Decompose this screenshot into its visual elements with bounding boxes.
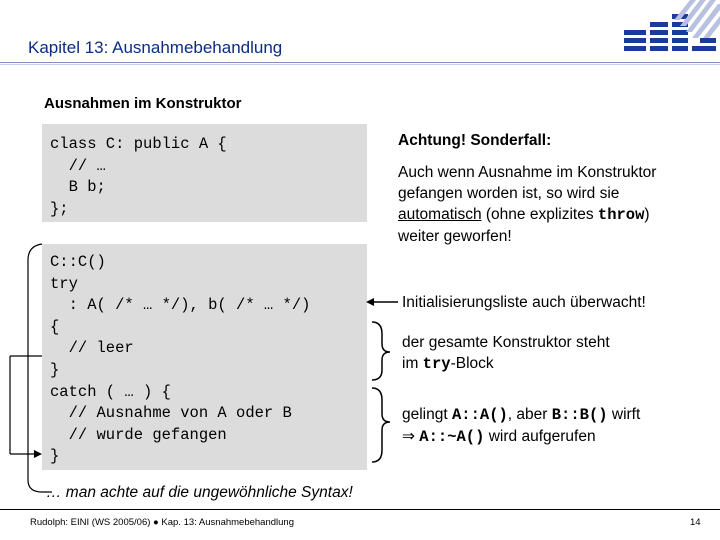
syntax-note: … man achte auf die ungewöhnliche Syntax!	[46, 484, 353, 501]
catch-brace	[372, 388, 390, 462]
warning-line-4: weiter geworfen!	[398, 228, 512, 245]
catch-note-line-1: gelingt A::A(), aber B::B() wirft	[402, 406, 641, 424]
warning-line-2: gefangen worden ist, so wird sie	[398, 185, 620, 202]
class-code: class C: public A { // … B b; };	[50, 135, 227, 218]
section-heading: Ausnahmen im Konstruktor	[44, 95, 242, 112]
page-number: 14	[690, 517, 701, 528]
try-brace	[372, 322, 390, 380]
try-note-line-2: im try-Block	[402, 355, 494, 373]
try-note-line-1: der gesamte Konstruktor steht	[402, 334, 610, 351]
warning-line-1: Auch wenn Ausnahme im Konstruktor	[398, 164, 657, 181]
footer-text: Rudolph: EINI (WS 2005/06) ● Kap. 13: Ausnahmebehandlung	[30, 517, 294, 528]
footer-rule	[0, 509, 720, 510]
catch-note-line-2: ⇒ A::~A() wird aufgerufen	[402, 428, 596, 446]
warning-line-3: automatisch (ohne explizites throw)	[398, 206, 650, 224]
init-list-note: Initialisierungsliste auch überwacht!	[402, 294, 646, 311]
constructor-code: C::C() try : A( /* … */), b( /* … */) { // leer } catch ( … ) { // Ausnahme von A oder B // wurde gefangen }	[50, 253, 311, 466]
page-title: Kapitel 13: Ausnahmebehandlung	[28, 38, 283, 57]
warning-heading: Achtung! Sonderfall:	[398, 132, 552, 149]
init-arrow-head	[366, 298, 374, 306]
catch-link-arrow	[34, 450, 42, 458]
